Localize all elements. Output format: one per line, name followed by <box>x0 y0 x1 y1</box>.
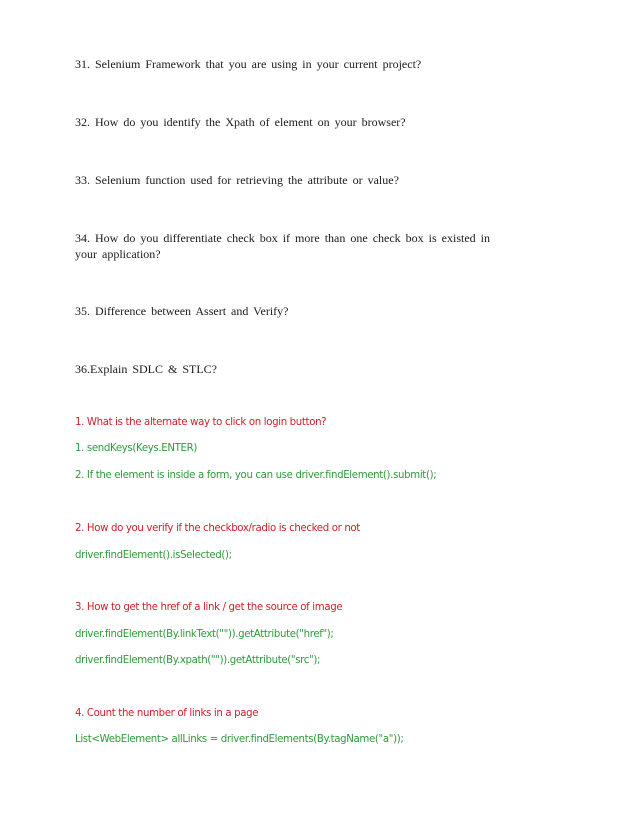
answer-line-2-1: driver.findElement().isSelected(); <box>75 550 232 561</box>
answer-heading-4: 4. Count the number of links in a page <box>75 708 259 719</box>
question-36: 36.Explain SDLC & STLC? <box>75 362 217 376</box>
question-33: 33. Selenium function used for retrieving the attribute or value? <box>75 173 399 187</box>
question-35: 35. Difference between Assert and Verify? <box>75 304 289 318</box>
answer-heading-2: 2. How do you verify if the checkbox/radio is checked or not <box>75 523 360 534</box>
answer-line-3-2: driver.findElement(By.xpath("")).getAttribute("src"); <box>75 655 321 666</box>
answer-line-3-1: driver.findElement(By.linkText("")).getAttribute("href"); <box>75 629 334 640</box>
answer-line-4-1: List<WebElement> allLinks = driver.findElements(By.tagName("a")); <box>75 734 404 745</box>
answer-line-1-1: 1. sendKeys(Keys.ENTER) <box>75 443 197 454</box>
question-34: 34. How do you differentiate check box if more than one check box is existed in your application? <box>75 231 491 261</box>
answer-heading-1: 1. What is the alternate way to click on login button? <box>75 417 327 428</box>
answer-heading-3: 3. How to get the href of a link / get the source of image <box>75 602 343 613</box>
question-32: 32. How do you identify the Xpath of element on your browser? <box>75 115 406 129</box>
question-31: 31. Selenium Framework that you are using in your current project? <box>75 57 422 71</box>
answer-line-1-2: 2. If the element is inside a form, you can use driver.findElement().submit(); <box>75 470 437 481</box>
